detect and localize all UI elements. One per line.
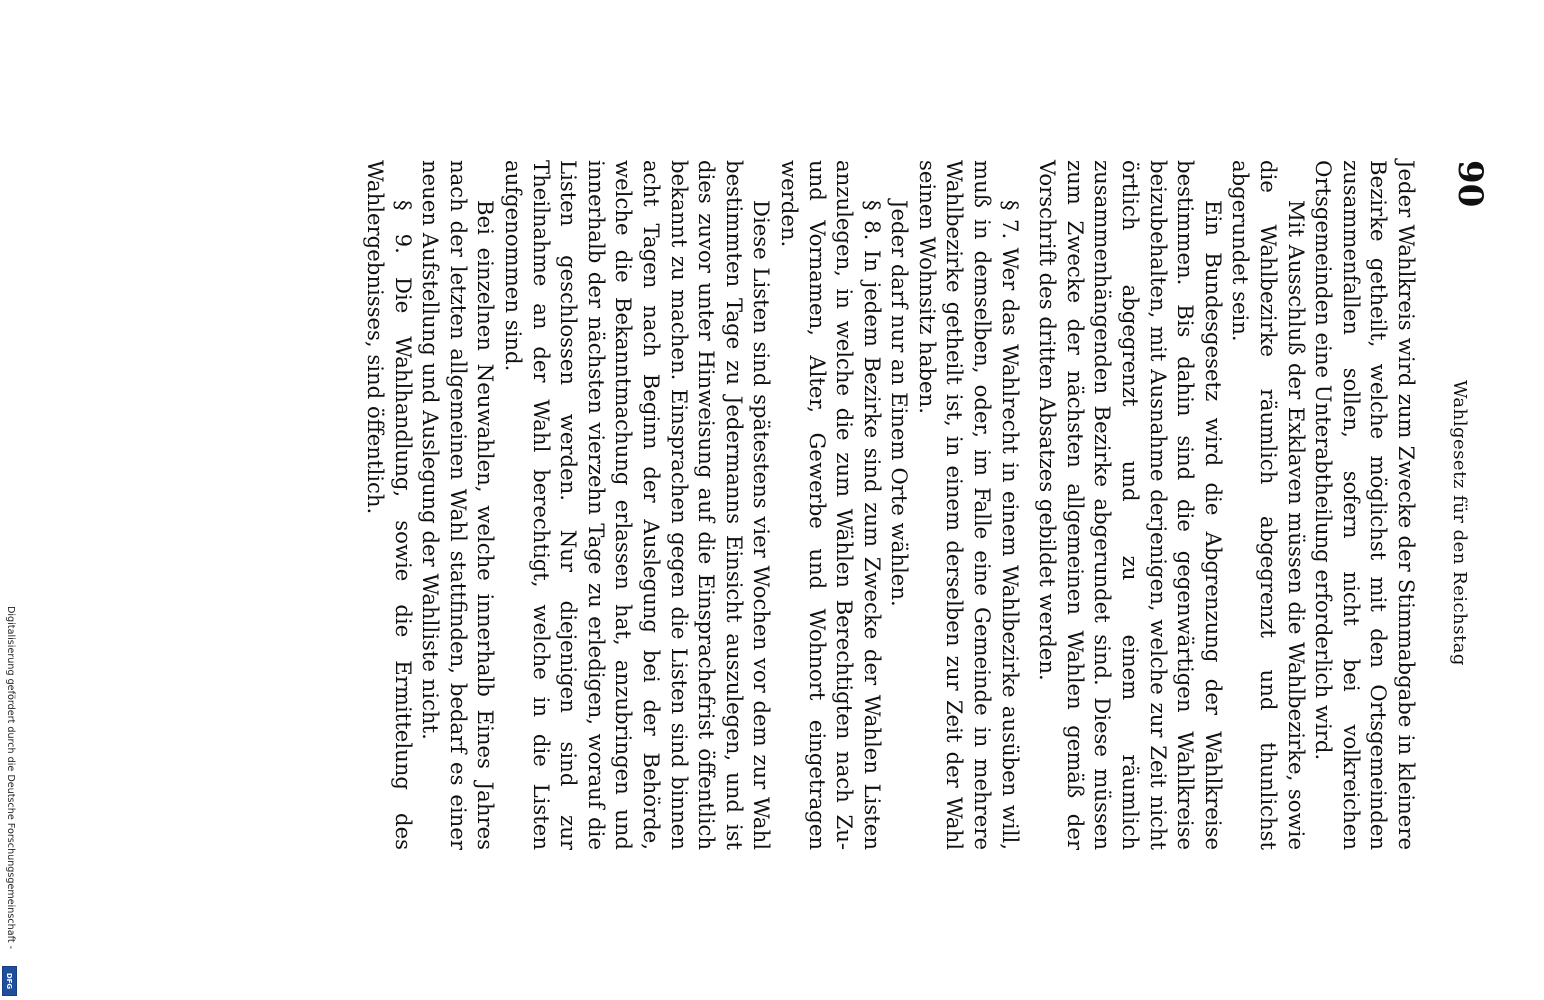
dfg-logo-icon xyxy=(2,966,17,996)
funding-note-text: Digitalisierung gefördert durch die Deutsche Forschungsgemeinschaft - xyxy=(5,606,16,950)
body-text xyxy=(361,160,1420,850)
paragraph-5: Jeder darf nur an Einem Orte wählen. xyxy=(887,200,913,607)
page-number: 90 xyxy=(1450,160,1490,208)
paragraph-2: Mit Ausschluß der Exklaven müssen die Wahlbezirke, sowie die Wahlbezirke räumlich abgegrenzt und thunlichst abgerundet sein. xyxy=(1228,160,1309,850)
paragraph-section-8: § 8. In jedem Bezirke sind zum Zwecke der Wahlen Listen anzulegen, in welche die zum Wählen Berechtigten nach Zu- und Vornamen, Alter, Gewerbe und Wohnort eingetragen werden. xyxy=(776,160,885,850)
running-head: Wahlgesetz für den Reichstag xyxy=(1449,380,1470,666)
paragraph-section-9: § 9. Die Wahlhandlung, sowie die Ermittelung des Wahlergebnisses, sind öffentlich. xyxy=(363,160,416,850)
dfg-logo-text: DFG xyxy=(5,972,14,990)
paragraph-3: Ein Bundesgesetz wird die Abgrenzung der Wahlkreise bestimmen. Bis dahin sind die gegenwärtigen Wahlkreise beizubehalten, mit Ausnahme derjenigen, welche zur Zeit nicht örtlich abgegrenzt und zu einem räumlich zusammenhängenden Bezirke abgerundet sind. Diese müssen zum Zwecke der nächsten allgemeinen Wahlen gemäß der Vorschrift des dritten Absatzes gebildet werden. xyxy=(1035,160,1226,850)
funding-note xyxy=(2,606,18,986)
paragraph-8: Bei einzelnen Neuwahlen, welche innerhalb Eines Jahres nach der letzten allgemeinen Wahl stattfinden, bedarf es einer neuen Aufstellung und Auslegung der Wahlliste nicht. xyxy=(418,160,499,850)
paragraph-section-7: § 7. Wer das Wahlrecht in einem Wahlbezirke ausüben will, muß in demselben, oder, im Falle eine Gemeinde in mehrere Wahlbezirke getheilt ist, in einem derselben zur Zeit der Wahl seinen Wohnsitz haben. xyxy=(914,160,1023,850)
paragraph-1: Jeder Wahlkreis wird zum Zwecke der Stimmabgabe in kleinere Bezirke getheilt, welche möglichst mit den Ortsgemeinden zusammenfallen sollen, sofern nicht bei volkreichen Ortsgemeinden eine Unterabtheilung erforderlich wird. xyxy=(1311,160,1419,850)
rotated-book-page xyxy=(150,160,1490,860)
paragraph-7: Diese Listen sind spätestens vier Wochen vor dem zur Wahl bestimmten Tage zu Jedermanns Einsicht auszulegen, und ist dies zuvor unter Hinweisung auf die Einsprachefrist öffentlich bekannt zu machen. Einsprachen gegen die Listen sind binnen acht Tagen nach Beginn der Auslegung bei der Behörde, welche die Bekanntmachung erlassen hat, anzubringen und innerhalb der nächsten vierzehn Tage zu erledigen, worauf die Listen geschlossen werden. Nur diejenigen sind zur Theilnahme an der Wahl berechtigt, welche in die Listen aufgenommen sind. xyxy=(501,160,775,850)
